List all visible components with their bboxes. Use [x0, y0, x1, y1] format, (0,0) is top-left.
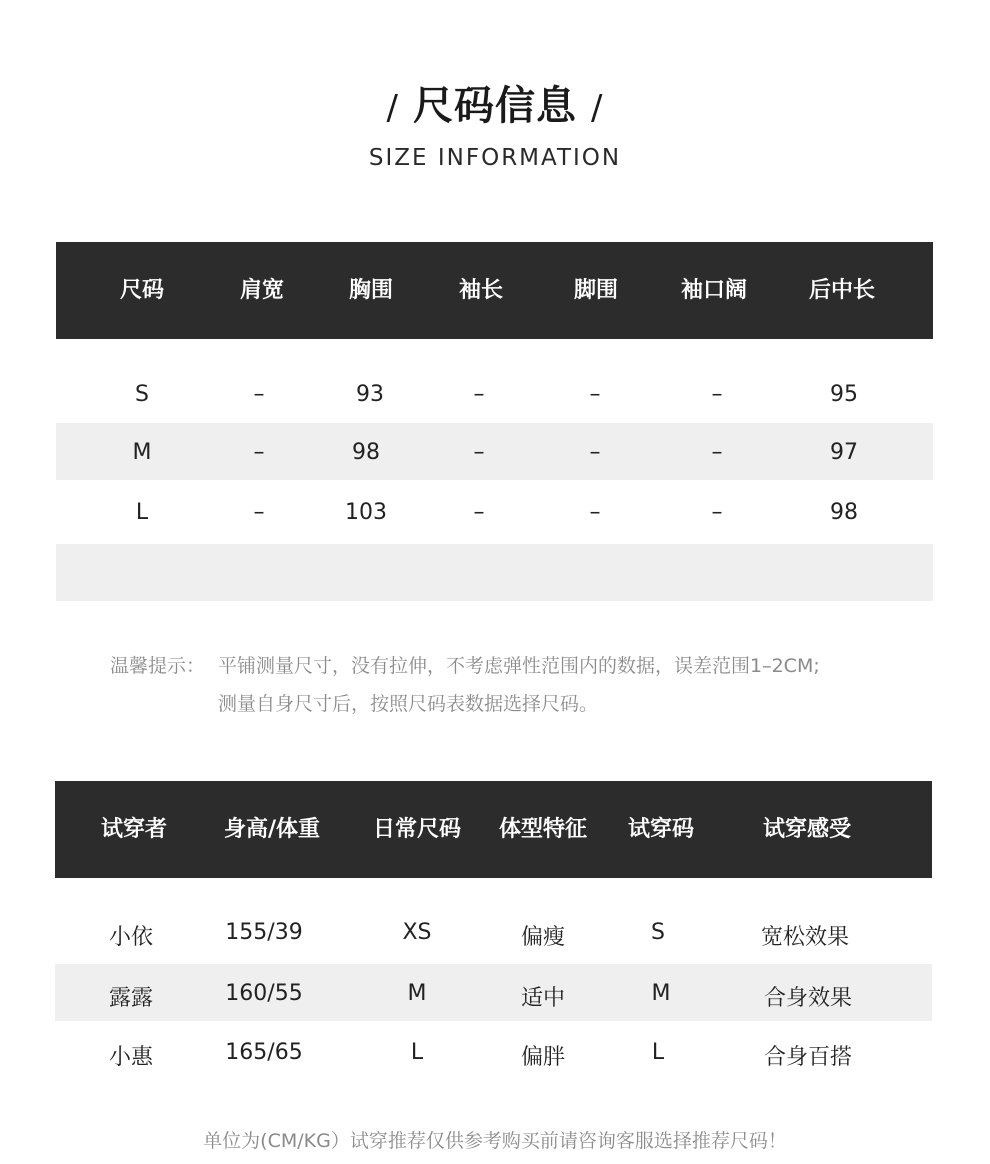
table-cell: S: [135, 382, 149, 407]
table-cell: S: [651, 920, 665, 945]
table-row: [55, 904, 932, 964]
table-cell: –: [473, 440, 485, 465]
header-cell: 日常尺码: [372, 817, 462, 842]
table-cell: 165/65: [225, 1040, 303, 1065]
header-cell: 脚围: [573, 278, 619, 303]
table-cell: –: [711, 500, 723, 525]
table-cell: –: [589, 440, 601, 465]
table-row: [56, 423, 933, 480]
table-row: [56, 480, 933, 544]
table-cell: –: [473, 500, 485, 525]
table-cell: 露露: [108, 986, 154, 1011]
table-cell: M: [407, 981, 427, 1006]
table-cell: 宽松效果: [760, 925, 850, 950]
table-cell: 95: [830, 382, 858, 407]
header-cell: 身高/体重: [223, 817, 321, 842]
table-cell: 93: [356, 382, 384, 407]
table-cell: 103: [345, 500, 387, 525]
table-cell: L: [410, 1040, 424, 1065]
page-subtitle: SIZE INFORMATION: [368, 145, 622, 171]
table-cell: 合身百搭: [763, 1045, 853, 1070]
header-cell: 后中长: [808, 278, 876, 303]
table-cell: 偏胖: [520, 1045, 566, 1070]
table-cell: 偏瘦: [520, 925, 566, 950]
title-slash-right: /: [591, 88, 604, 128]
table-cell: 155/39: [225, 920, 303, 945]
table-cell: L: [135, 500, 149, 525]
table-cell: 97: [830, 440, 858, 465]
table-row: [55, 1021, 932, 1085]
table-cell: –: [589, 500, 601, 525]
size-table: [56, 242, 933, 601]
note-line-1: 平铺测量尺寸，没有拉伸，不考虑弹性范围内的数据，误差范围1–2CM;: [218, 655, 820, 677]
size-table-header: [56, 242, 933, 339]
table-cell: 合身效果: [763, 986, 853, 1011]
header-cell: 胸围: [348, 278, 394, 303]
note-line-2: 测量自身尺寸后，按照尺码表数据选择尺码。: [218, 693, 599, 715]
table-cell: 小惠: [108, 1045, 154, 1070]
footer-note: 单位为(CM/KG）试穿推荐仅供参考购买前请咨询客服选择推荐尺码！: [203, 1130, 787, 1152]
header-cell: 试穿者: [100, 817, 168, 842]
table-row: [55, 964, 932, 1021]
title-slash-left: /: [386, 88, 399, 128]
note-label: 温馨提示：: [110, 655, 206, 677]
table-cell: 98: [352, 440, 380, 465]
table-cell: 160/55: [225, 981, 303, 1006]
fit-table: [55, 781, 932, 1094]
table-cell: L: [651, 1040, 665, 1065]
table-cell: –: [711, 440, 723, 465]
header-cell: 体型特征: [498, 817, 588, 842]
table-cell: –: [711, 382, 723, 407]
header-cell: 袖长: [458, 278, 504, 303]
table-cell: –: [589, 382, 601, 407]
table-row: [56, 365, 933, 423]
table-cell: M: [651, 981, 671, 1006]
header-cell: 肩宽: [239, 278, 285, 303]
table-cell: –: [253, 440, 265, 465]
table-cell: XS: [402, 920, 432, 945]
table-cell: –: [473, 382, 485, 407]
table-cell: 98: [830, 500, 858, 525]
fit-table-header: [55, 781, 932, 878]
table-cell: 小依: [108, 925, 154, 950]
table-cell: 适中: [520, 986, 566, 1011]
header-cell: 袖口阔: [680, 278, 748, 303]
table-cell: –: [253, 382, 265, 407]
page-title: [0, 74, 990, 131]
empty-table-row: [56, 544, 933, 601]
table-cell: M: [132, 440, 152, 465]
table-cell: –: [253, 500, 265, 525]
title-cn-text: 尺码信息: [413, 83, 577, 129]
header-cell: 试穿感受: [762, 817, 852, 842]
header-cell: 尺码: [119, 278, 165, 303]
header-cell: 试穿码: [627, 817, 695, 842]
